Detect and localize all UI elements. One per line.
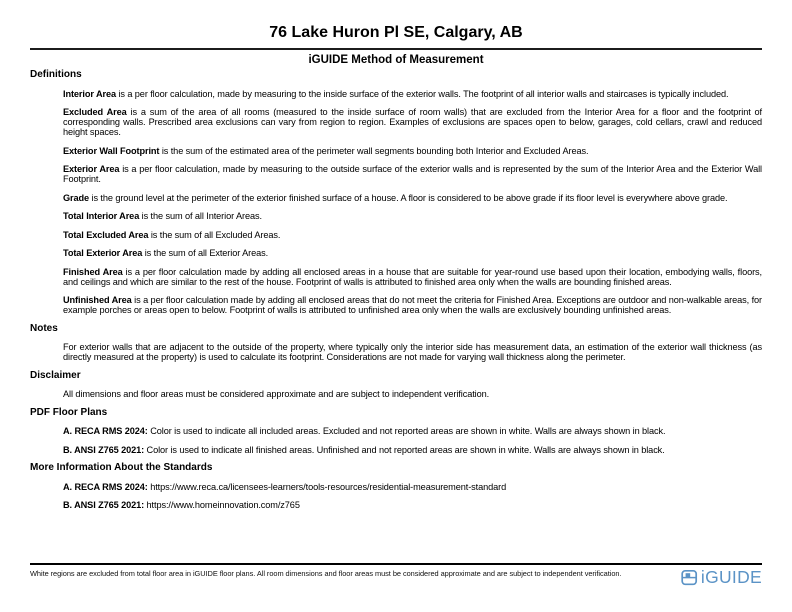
paragraph-term: Total Exterior Area [63, 248, 143, 258]
paragraph-text: https://www.reca.ca/licensees-learners/tools-resources/residential-measurement-standard [147, 481, 507, 492]
section-heading: Disclaimer [30, 369, 81, 381]
paragraph-text: https://www.homeinnovation.com/z765 [144, 500, 300, 510]
section-heading: More Information About the Standards [30, 462, 213, 473]
paragraph-term: Total Excluded Area [63, 229, 149, 240]
body-paragraph [30, 146, 762, 156]
section [30, 408, 762, 455]
body-paragraph [30, 230, 762, 240]
paragraph-text: Color is used to indicate all included areas. Excluded and not reported areas are shown in white. Walls are always shown in black. [147, 426, 666, 436]
paragraph-term: A. RECA RMS 2024: [63, 426, 148, 436]
paragraph-term: Finished Area [63, 266, 123, 277]
body-paragraph [30, 89, 762, 99]
body-paragraph [30, 482, 762, 492]
page-title: 76 Lake Huron Pl SE, Calgary, AB [269, 24, 523, 41]
body-paragraph [30, 342, 762, 362]
paragraph-text: is a per floor calculation, made by measuring to the inside surface of the exterior walls. The footprint of all interior walls and staircases is typically included. [116, 88, 729, 99]
paragraph-term: Total Interior Area [63, 211, 140, 221]
section-heading: Notes [30, 322, 58, 334]
paragraph-term: Exterior Wall Footprint [63, 145, 160, 156]
paragraph-text: is a per floor calculation, made by measuring to the outside surface of the exterior walls and is represented by the sum of the Interior Area and the Exterior Wall Footprint. [63, 164, 762, 184]
section [30, 463, 762, 510]
iguide-logo-text: iGUIDE [700, 567, 762, 587]
section-heading: Definitions [30, 69, 82, 80]
paragraph-text: is the sum of the estimated area of the perimeter wall segments bounding both Interior and Excluded Areas. [159, 145, 589, 156]
paragraph-text: is a per floor calculation made by adding all enclosed areas in a house that are suitable for year-round use based upon their location, embodying walls, floors, and ceilings and which are similar to the rest of the house. Footprint of walls is attributed to finished area only when the walls are bounding finished areas. [63, 266, 762, 287]
paragraph-text: All dimensions and floor areas must be considered approximate and are subject to independent verification. [63, 389, 490, 399]
iguide-logo-icon [681, 569, 698, 586]
paragraph-text: is the sum of all Exterior Areas. [142, 248, 269, 258]
section [30, 70, 762, 315]
section [30, 324, 762, 363]
body-paragraph [30, 193, 762, 203]
paragraph-term: Excluded Area [63, 107, 127, 117]
section-heading: PDF Floor Plans [30, 406, 108, 418]
footer-disclaimer-text: White regions are excluded from total floor area in iGUIDE floor plans. All room dimensions and floor areas must be considered approximate and are subject to independent verification. [30, 569, 622, 578]
paragraph-text: is the sum of all Interior Areas. [139, 211, 262, 221]
body-paragraph [30, 107, 762, 137]
body-paragraph [30, 211, 762, 221]
paragraph-text: is a per floor calculation made by adding all enclosed areas that do not meet the criteria for Finished Area. Exceptions are outdoor and non-walkable areas, for example porches or areas open to below. Footprint of walls is attributed to unfinished area only when the walls are exclusively bounding unfinished areas. [63, 295, 762, 315]
paragraph-term: Interior Area [63, 88, 116, 99]
body-paragraph [30, 426, 762, 436]
page-subtitle: iGUIDE Method of Measurement [308, 54, 484, 66]
body-paragraph [30, 389, 762, 399]
paragraph-term: Unfinished Area [63, 295, 132, 305]
paragraph-term: Grade [63, 192, 90, 203]
paragraph-term: B. ANSI Z765 2021: [63, 444, 145, 455]
body-paragraph [30, 295, 762, 315]
section [30, 371, 762, 400]
header-divider [30, 48, 762, 50]
body-paragraph [30, 500, 762, 510]
paragraph-term: B. ANSI Z765 2021: [63, 500, 145, 510]
paragraph-text: is a sum of the area of all rooms (measured to the inside surface of room walls) that are excluded from the Interior Area for a floor and the footprint of corresponding walls. Prescribed area exclusions can vary from region to region. Examples of exclusions are spaces open to below, garages, cold cellars, crawl and reduced height spaces. [63, 107, 763, 137]
body-paragraph [30, 164, 762, 184]
paragraph-text: is the sum of all Excluded Areas. [148, 229, 281, 240]
paragraph-text: is the ground level at the perimeter of the exterior finished surface of a house. A floor is considered to be above grade if its floor level is everywhere above grade. [89, 192, 728, 203]
paragraph-term: A. RECA RMS 2024: [63, 481, 148, 492]
body-paragraph [30, 445, 762, 455]
body-paragraph [30, 267, 762, 287]
paragraph-text: For exterior walls that are adjacent to the outside of the property, where typically only the interior side has measurement data, an estimation of the exterior wall thickness (as directly measured at the property) is used to calculate its footprint. Considerations are not made for varying wall thickness along the perimeter. [63, 342, 762, 362]
body-paragraph [30, 248, 762, 258]
paragraph-text: Color is used to indicate all finished areas. Unfinished and not reported areas are shown in white. Walls are always shown in black. [144, 444, 665, 455]
sections-container [30, 70, 762, 510]
iguide-logo [681, 568, 762, 586]
page-footer [30, 563, 762, 587]
paragraph-term: Exterior Area [63, 164, 120, 174]
